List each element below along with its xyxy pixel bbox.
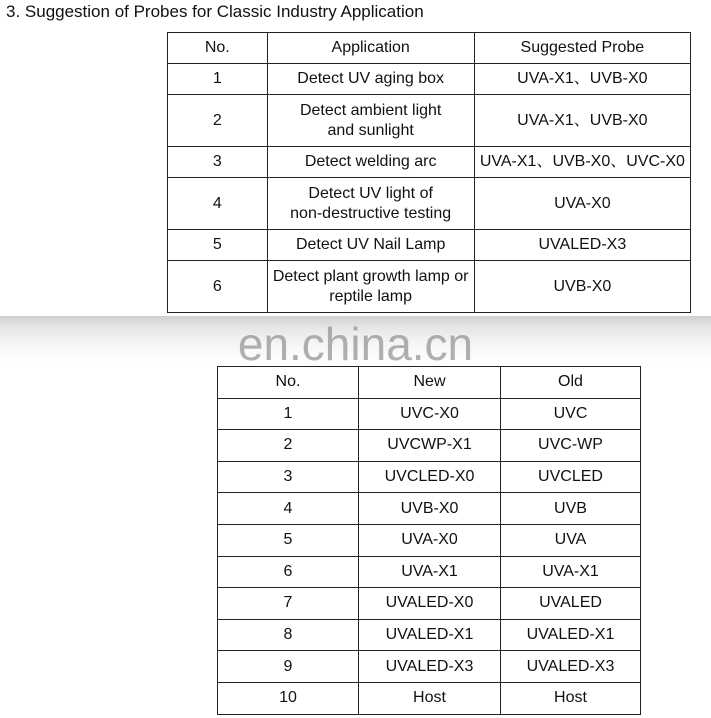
suggested-probe-cell: UVA-X0 <box>474 178 690 230</box>
application-cell <box>267 178 474 230</box>
new-name-cell: UVALED-X0 <box>359 588 501 620</box>
suggested-probe-cell: UVA-X1、UVB-X0、UVC-X0 <box>474 147 690 178</box>
application-text: and sunlight <box>327 121 414 139</box>
old-name-cell: UVCLED <box>501 461 641 493</box>
table-row <box>168 95 691 147</box>
row-number: 8 <box>218 619 359 651</box>
new-name-cell: UVA-X0 <box>359 524 501 556</box>
probe-naming-table <box>217 366 641 715</box>
suggested-probe-cell: UVB-X0 <box>474 261 690 313</box>
new-name-cell: UVB-X0 <box>359 493 501 525</box>
header-new: New <box>359 367 501 399</box>
header-application: Application <box>267 33 474 64</box>
header-no: No. <box>168 33 268 64</box>
application-text: Detect welding arc <box>304 153 437 170</box>
row-number: 7 <box>218 588 359 620</box>
table-row <box>218 556 641 588</box>
table-row <box>168 230 691 261</box>
table-row <box>168 64 691 95</box>
old-name-cell: UVA-X1 <box>501 556 641 588</box>
application-cell <box>267 147 474 178</box>
old-name-cell: UVALED-X1 <box>501 619 641 651</box>
row-number: 10 <box>218 682 359 714</box>
new-name-cell: UVALED-X1 <box>359 619 501 651</box>
header-old: Old <box>501 367 641 399</box>
suggested-probe-cell: UVA-X1、UVB-X0 <box>474 64 690 95</box>
new-name-cell: UVCWP-X1 <box>359 430 501 462</box>
application-text: Detect UV aging box <box>297 70 445 87</box>
table-header-row <box>218 367 641 399</box>
table-row <box>218 461 641 493</box>
table-row <box>218 398 641 430</box>
row-number: 4 <box>218 493 359 525</box>
row-number: 6 <box>168 261 268 313</box>
probe-application-table <box>167 32 691 313</box>
old-name-cell: Host <box>501 682 641 714</box>
header-no: No. <box>218 367 359 399</box>
table-header-row <box>168 33 691 64</box>
application-cell <box>267 230 474 261</box>
application-text: reptile lamp <box>329 287 412 305</box>
watermark: en.china.cn <box>237 318 474 370</box>
new-name-cell: UVA-X1 <box>359 556 501 588</box>
table-row <box>218 493 641 525</box>
header-suggested-probe: Suggested Probe <box>474 33 690 64</box>
old-name-cell: UVALED <box>501 588 641 620</box>
new-name-cell: UVCLED-X0 <box>359 461 501 493</box>
application-cell <box>267 64 474 95</box>
application-text: Detect plant growth lamp or <box>272 267 469 285</box>
table-row <box>218 430 641 462</box>
table-row <box>218 524 641 556</box>
row-number: 9 <box>218 651 359 683</box>
table-row <box>218 682 641 714</box>
application-text: non-destructive testing <box>290 204 452 222</box>
table-row <box>168 178 691 230</box>
table-row <box>218 651 641 683</box>
row-number: 3 <box>168 147 268 178</box>
table-row <box>168 261 691 313</box>
table-row <box>218 588 641 620</box>
row-number: 5 <box>168 230 268 261</box>
row-number: 2 <box>218 430 359 462</box>
suggested-probe-cell: UVALED-X3 <box>474 230 690 261</box>
application-text: Detect UV Nail Lamp <box>295 236 446 253</box>
new-name-cell: UVC-X0 <box>359 398 501 430</box>
row-number: 1 <box>168 64 268 95</box>
table-row <box>168 147 691 178</box>
old-name-cell: UVALED-X3 <box>501 651 641 683</box>
old-name-cell: UVB <box>501 493 641 525</box>
old-name-cell: UVA <box>501 524 641 556</box>
section-heading: 3. Suggestion of Probes for Classic Industry Application <box>6 2 424 21</box>
suggested-probe-cell: UVA-X1、UVB-X0 <box>474 95 690 147</box>
new-name-cell: UVALED-X3 <box>359 651 501 683</box>
row-number: 5 <box>218 524 359 556</box>
old-name-cell: UVC <box>501 398 641 430</box>
row-number: 3 <box>218 461 359 493</box>
row-number: 6 <box>218 556 359 588</box>
row-number: 1 <box>218 398 359 430</box>
row-number: 4 <box>168 178 268 230</box>
application-text: Detect UV light of <box>308 184 433 202</box>
application-cell <box>267 261 474 313</box>
row-number: 2 <box>168 95 268 147</box>
application-cell <box>267 95 474 147</box>
application-text: Detect ambient light <box>299 101 442 119</box>
new-name-cell: Host <box>359 682 501 714</box>
table-row <box>218 619 641 651</box>
old-name-cell: UVC-WP <box>501 430 641 462</box>
